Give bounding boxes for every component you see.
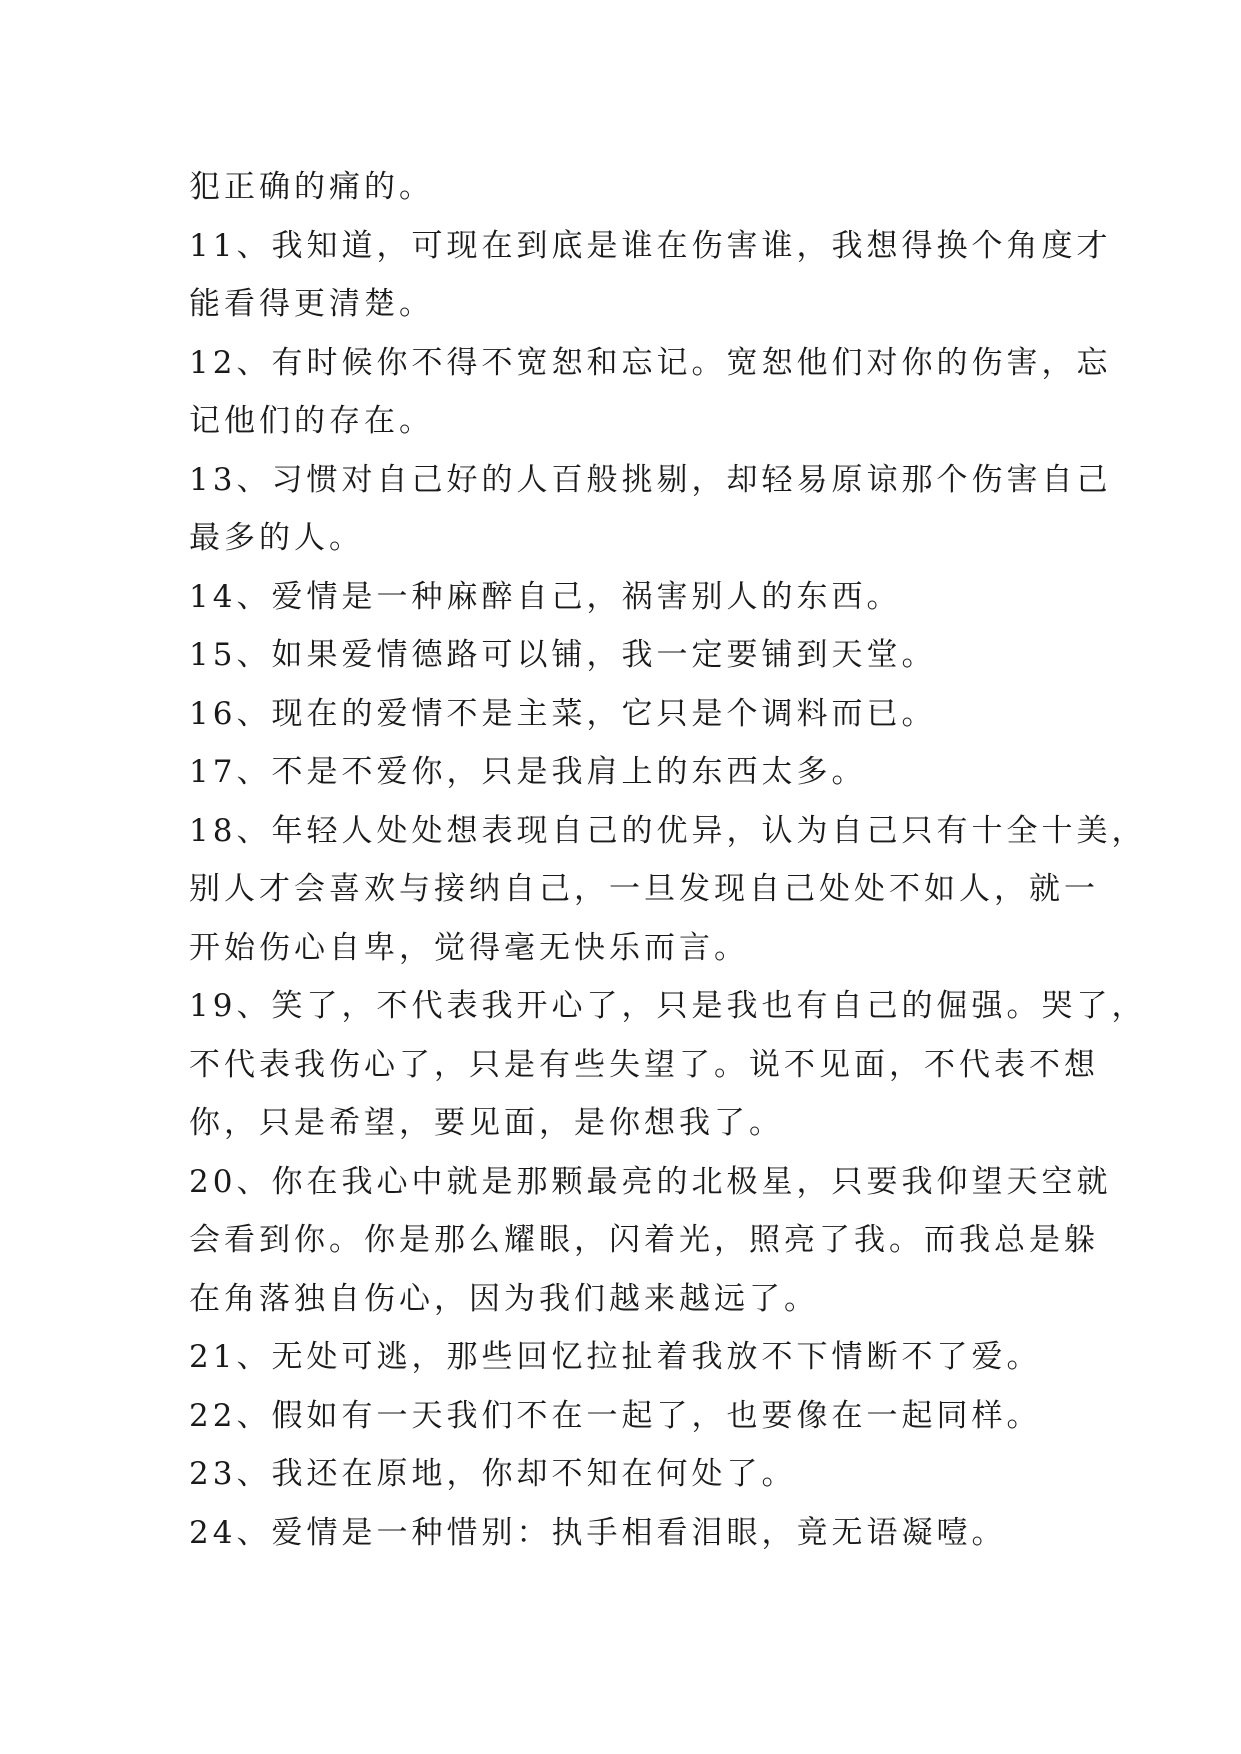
text-line: 14、爱情是一种麻醉自己，祸害别人的东西。 [189, 578, 902, 615]
text-line: 犯正确的痛的。 [189, 169, 434, 205]
text-line: 18、年轻人处处想表现自己的优异，认为自己只有十全十美， [189, 812, 1147, 849]
text-line: 17、不是不爱你，只是我肩上的东西太多。 [189, 754, 867, 790]
text-line: 别人才会喜欢与接纳自己，一旦发现自己处处不如人，就一 [189, 871, 1099, 907]
text-line: 21、无处可逃，那些回忆拉扯着我放不下情断不了爱。 [189, 1339, 1042, 1375]
text-line: 11、我知道，可现在到底是谁在伤害谁，我想得换个角度才 [189, 227, 1112, 264]
text-line: 22、假如有一天我们不在一起了，也要像在一起同样。 [189, 1397, 1042, 1434]
text-line: 16、现在的爱情不是主菜，它只是个调料而已。 [189, 695, 937, 732]
text-line: 24、爱情是一种惜别：执手相看泪眼，竟无语凝噎。 [189, 1514, 1007, 1551]
text-line: 最多的人。 [189, 520, 364, 556]
text-line: 开始伤心自卑，觉得毫无快乐而言。 [189, 929, 749, 966]
text-line: 会看到你。你是那么耀眼，闪着光，照亮了我。而我总是躲 [189, 1222, 1099, 1258]
text-line: 12、有时候你不得不宽恕和忘记。宽恕他们对你的伤害，忘 [189, 344, 1112, 381]
text-line: 记他们的存在。 [189, 403, 434, 439]
body-text [189, 158, 1147, 1562]
text-line: 13、习惯对自己好的人百般挑剔，却轻易原谅那个伤害自己 [189, 461, 1112, 498]
text-line: 19、笑了，不代表我开心了，只是我也有自己的倔强。哭了， [189, 988, 1147, 1024]
text-line: 15、如果爱情德路可以铺，我一定要铺到天堂。 [189, 637, 937, 673]
text-line: 在角落独自伤心，因为我们越来越远了。 [189, 1280, 819, 1317]
text-line: 23、我还在原地，你却不知在何处了。 [189, 1456, 797, 1492]
text-line: 不代表我伤心了，只是有些失望了。说不见面，不代表不想 [189, 1046, 1099, 1083]
text-line: 20、你在我心中就是那颗最亮的北极星，只要我仰望天空就 [189, 1163, 1112, 1200]
text-line: 你，只是希望，要见面，是你想我了。 [189, 1105, 784, 1141]
text-line: 能看得更清楚。 [189, 286, 434, 322]
